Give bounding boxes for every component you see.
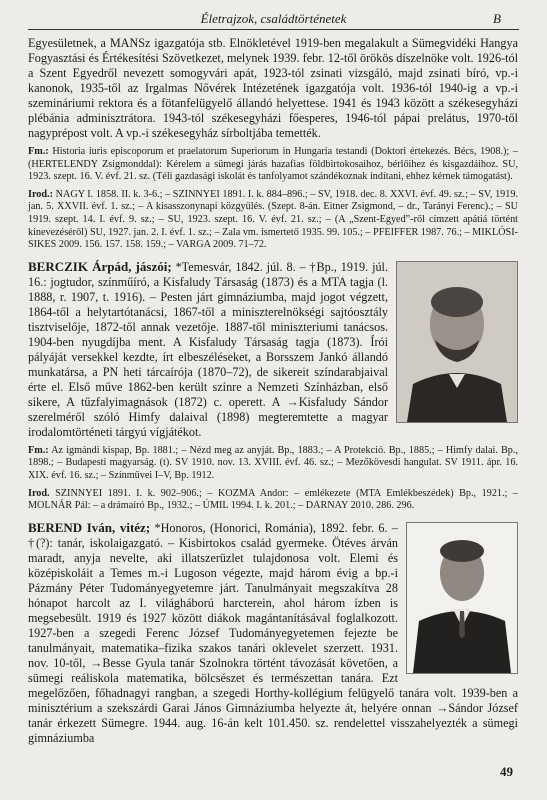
literature-label: Irod.: [28, 487, 50, 499]
page-content: [28, 36, 518, 746]
berczik-literature: [28, 488, 518, 513]
literature-text: SZINNYEI 1891. I. k. 902–906.; – KOZMA Andor: – emlékezete (MTA Emlékbeszédek) Bp., 1921.; – MOLNÁR Pál: – a drámaíró Bp., 1932.; – ÚMIL 1994. I. k. 201.; – DARNAY 2010. 286. 296.: [28, 487, 519, 512]
header-rule: [28, 29, 519, 30]
berczik-works: [28, 445, 518, 483]
literature-label: Irod.:: [28, 188, 54, 200]
portrait-berend: [406, 522, 518, 674]
literature-text: NAGY I. 1858. II. k. 3-6.; – SZINNYEI 1891. I. k. 884–896.; – SV, 1918. dec. 8. XXVI. évf. 49. sz.; – SV, 1919. jan. 5. XXVII. évf. 1. sz.; – A kisasszonynapi közgyűlés. (Szept. 8-án. Eitner Zsigmond, – dr., Tarányi Ferenc).; – SU 1919. szept. 14. I. évf. 9. sz.; – SU, 1923. szept. 16. V. évf. 21. sz.; – (A „Szent-Egyed”-ről címzett apátiá történt kinevezéséről) SU, 1927. jan. 2. I. évf. 1. sz.; – Zala vm. ismertető 1935. 99. 105.; – PFEIFFER 1987. 76.; – MIKLÓSI-SIKES 2009. 156. 157. 158. 159.; – VARGA 2009. 71–72.: [28, 188, 519, 251]
entry-berend-name: BEREND Iván, vitéz;: [28, 519, 151, 535]
intro-paragraph: Egyesületnek, a MANSz igazgatója stb. Elnökletével 1919-ben megalakult a Sümegvidéki Hangya Fogyasztási és Értékesítési Szövetkezet, melynek 1939. febr. 12-től örökös díszelnöke volt. 1926-tól a Szent Egyedről nevezett somogyvári apát, 1923-tól zsinati vizsgáló, majd zsinati bíró, vp.-i kanonok, 1935-től az Irgalmas Nővérek Intézetének igazgatója volt. 1936-tól 1940-ig a vp.-i szemináriumi rektora és a fötanfelügyelő állandó helyettese. 1941 és 1943 között a székesegyházi plébánia adminisztrátora. 1943-tól székesegyházi főesperes, 1946-tól pápai prelátus, 1970-től nagyprépost volt. A vp.-i székesegyház sírboltjába temették.: [28, 36, 518, 140]
intro-literature: [28, 189, 518, 252]
portrait-berczik: [396, 261, 518, 423]
entry-berczik-name: BERCZIK Árpád, jászói;: [28, 258, 172, 274]
intro-works: [28, 146, 518, 184]
works-label: Fm.:: [28, 146, 49, 157]
running-header: [28, 8, 519, 30]
running-title: Életrajzok, családtörténetek: [200, 11, 347, 26]
entry-berczik-body: *Temesvár, 1842. júl. 8. – †Bp., 1919. júl. 16.: jogtudor, színműíró, a Kisfaludy Társaság (1873) és a MTA tagja (l. 1888, r. 1907, t. 1916). – Pesten járt gimnáziumba, majd jogot végzett, 1864-től a helytartótanácsi, 1867-től a miniszterelnökségi sajtóosztály tisztviselője, 1872-től annak vezetője. 1887-től miniszteriumi tanácsos. 1904-ben nyugdíjba ment. A Kisfaludy Társaság tagja (1873). Írói pályáját versekkel kezdte, írt elbeszéléseket, a Borsszem Jankó állandó munkatársa, a PN heti tárcaírója (1870–72), de sikereit színdarabjaival érte el. Első műve 1862-ben került színre a Nemzeti Színházban, első sikere, A tűzfalyimagnások (1872) c. operett. A →Kisfaludy Sándor szerelméről szóló Himfy dalaival (1898) megteremtette a magyar irodalomtörténeti tárgyú vígjátékot.: [28, 259, 388, 439]
works-label: Fm.:: [28, 444, 49, 456]
portrait-berend-image: [407, 523, 517, 673]
works-text: Az igmándi kispap, Bp. 1881.; – Nézd meg az anyját. Bp., 1883.; – A Protekció. Bp., 1885.; – Himfy dalai. Bp., 1898.; – Budapesti magyarság. (t). SV 1910. nov. 13. XVIII. évf. 46. sz.; – Mezőkövesdi hangulat. SV 1911. ápr. 16. XIX. évf. 16. sz.; – Színművei I–V, Bp. 1912.: [28, 444, 518, 481]
portrait-berczik-image: [397, 262, 517, 422]
section-letter: B: [493, 11, 501, 26]
page-number: 49: [500, 764, 513, 779]
works-text: Historia iuris episcoporum et praelatorum Superiorum in Hungaria testandi (Doktori értekezés. Bécs, 1908.); – (HERTELENDY Zsigmonddal): Kérelem a sümegi járás hazafias földbirtokosaihoz, bérlőihez és kisgazdáihoz. SU, 1923. szept. 16. V. évf. 21. sz. (Téli gazdasági iskolát és tanfolyamot szándékoznak indítani, ehhez kérnek támogatást).: [28, 146, 519, 183]
entry-berend-body: *Honoros, (Honorici, Románia), 1892. febr. 6. – †(?): tanár, iskolaigazgató. – Kisbirtokos család gyermeke. Ötéves árván maradt, anyja nevelte, aki illatszerüzlet tulajdonosa volt. Elemi és középiskoláit a Temes m.-i Lugoson végezte, majd három évig a bp.-i Pázmány Péter Tudományegyetemre járt. Tanulmányait megszakítva 28 hónapot harcolt az I. világháború harcterein, ahol három ízben is megsebesült. 1919 és 1927 között diákok magántanításával foglalkozott. 1927-ben a szegedi Ferenc József Tudományegyetemen fejezte be tanulmányait, matematika–fizika szakos tanári oklevelet szerzett. 1931. nov. 10-től, →Besse Gyula tanár Szolnokra történt távozását követően, a sümegi reáliskola matematika, bölcsészet és természettan tanára. Ezt megelőzően, főhadnagyi rangban, a szegedi Horthy-kollégium felügyelő tanára volt. 1939-ben a minisztérium a szekszárdi Garai János Gimnáziumba helyezte át, helyére onnan →Sándor József tanár érkezett Sümegre. 1944. aug. 16-án kelt 101.450. sz. rendelettel visszahelyezték a sümegi gimnáziumba: [28, 520, 518, 745]
